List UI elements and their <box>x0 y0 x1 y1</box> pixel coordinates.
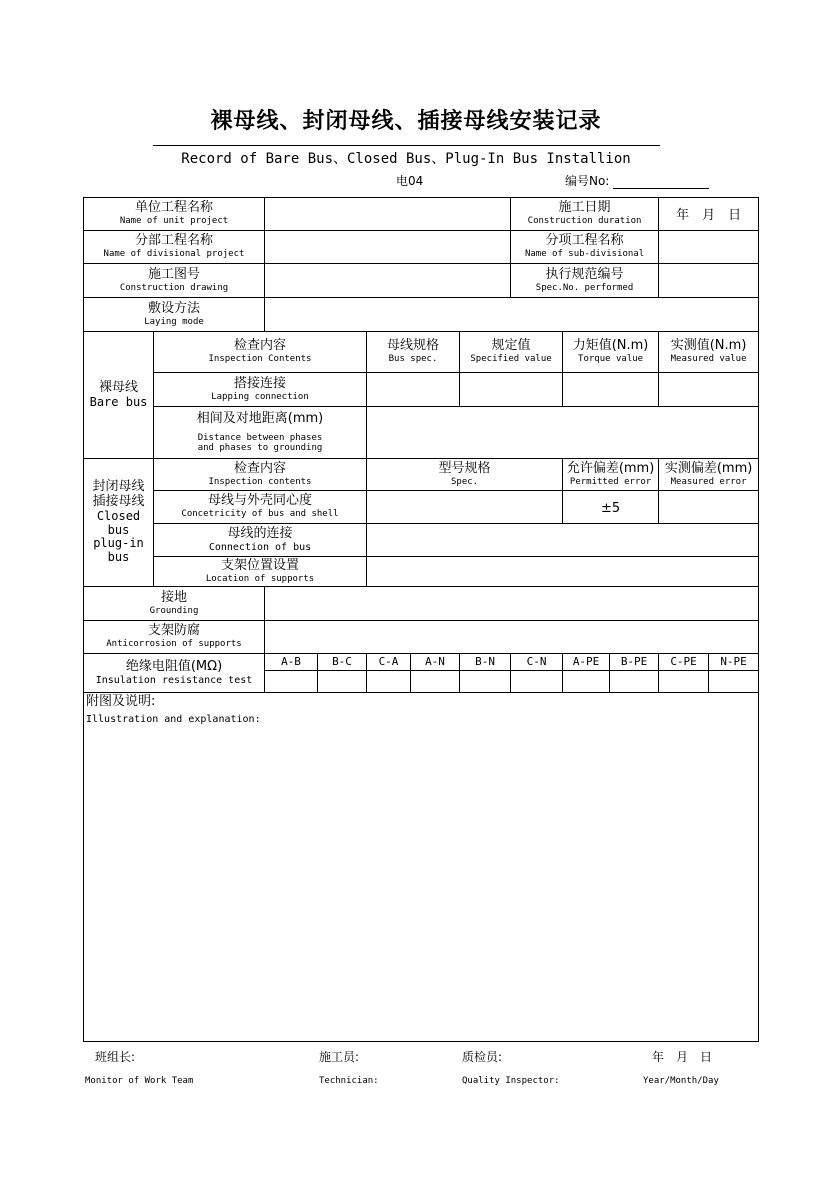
construction-duration-value[interactable] <box>659 198 759 231</box>
spec-no-cn: 执行规范编号 <box>545 266 624 282</box>
unit-project-label <box>84 198 265 231</box>
distance-value[interactable] <box>367 407 759 459</box>
monitor-label-en: Monitor of Work Team <box>85 1076 194 1086</box>
measured-error-header <box>659 459 759 491</box>
bus-spec-en: Bus spec. <box>388 354 438 365</box>
sub-divisional-value[interactable] <box>659 231 759 264</box>
lapping-torque-value[interactable] <box>563 373 659 407</box>
sub-divisional-label <box>511 231 659 264</box>
phase-header: N-PE <box>709 654 759 671</box>
bare-inspection-en: Inspection Contents <box>208 354 312 365</box>
location-of-supports-value[interactable] <box>367 557 759 587</box>
page-subtitle: Record of Bare Bus、Closed Bus、Plug-In Bus Installion <box>181 151 631 167</box>
measured-value-header <box>659 332 759 373</box>
insulation-value-bn[interactable] <box>460 671 511 693</box>
row-insulation-phases <box>84 654 759 671</box>
divisional-project-value[interactable] <box>265 231 511 264</box>
footer-date-en: Year/Month/Day <box>643 1076 719 1086</box>
insulation-value-ca[interactable] <box>367 671 411 693</box>
insulation-value-an[interactable] <box>411 671 460 693</box>
phase-header: B-C <box>318 654 367 671</box>
torque-value-cn: 力矩值(N.m) <box>572 338 649 354</box>
phase-header: B-N <box>460 654 511 671</box>
row-unit-project <box>84 198 759 231</box>
lapping-measured-value[interactable] <box>659 373 759 407</box>
construction-duration-label <box>511 198 659 231</box>
grounding-en: Grounding <box>149 605 199 616</box>
bare-bus-cn: 裸母线 <box>98 379 138 395</box>
page-title: 裸母线、封闭母线、插接母线安装记录 <box>210 109 602 134</box>
spec-no-en: Spec.No. performed <box>535 282 634 293</box>
lapping-bus-spec-value[interactable] <box>367 373 460 407</box>
measured-error-en: Measured error <box>670 476 747 487</box>
construction-duration-cn: 施工日期 <box>558 200 611 216</box>
closed-bus-en-1: Closed <box>96 508 141 523</box>
bare-inspection-cn: 检查内容 <box>233 338 286 354</box>
closed-spec-header <box>367 459 563 491</box>
supports-en: Location of supports <box>205 573 315 584</box>
divisional-project-cn: 分部工程名称 <box>134 233 213 249</box>
lapping-cn: 搭接连接 <box>233 375 286 391</box>
laying-mode-cn: 敷设方法 <box>147 300 200 316</box>
laying-mode-label <box>84 298 265 332</box>
distance-label <box>154 407 367 459</box>
measured-value-cn: 实测值(N.m) <box>670 338 747 354</box>
closed-bus-en-2: bus <box>107 522 130 537</box>
concentricity-cn: 母线与外壳同心度 <box>207 493 312 509</box>
permitted-value-text: ±5 <box>600 500 621 516</box>
closed-spec-cn: 型号规格 <box>438 460 491 476</box>
insulation-value-ab[interactable] <box>265 671 318 693</box>
concentricity-label <box>154 491 367 524</box>
bus-spec-header <box>367 332 460 373</box>
sub-divisional-cn: 分项工程名称 <box>545 233 624 249</box>
phase-header: A-PE <box>563 654 610 671</box>
illustration-cn: 附图及说明: <box>86 694 156 709</box>
phase-header: B-PE <box>610 654 659 671</box>
phase-header: C-PE <box>659 654 709 671</box>
date-placeholder: 年 月 日 <box>676 207 742 223</box>
phase-header: A-B <box>265 654 318 671</box>
measured-error-cn: 实测偏差(mm) <box>664 460 753 476</box>
title-underline <box>153 145 660 146</box>
grounding-label <box>84 587 265 621</box>
row-laying-mode <box>84 298 759 332</box>
insulation-value-npe[interactable] <box>709 671 759 693</box>
specified-value-cn: 规定值 <box>491 338 531 354</box>
phase-header: C-N <box>511 654 563 671</box>
row-anticorrosion <box>84 621 759 654</box>
insulation-en: Insulation resistance test <box>95 674 253 686</box>
number-label: 编号No: <box>565 174 610 188</box>
drawing-cn: 施工图号 <box>147 266 200 282</box>
spec-no-value[interactable] <box>659 264 759 298</box>
laying-mode-en: Laying mode <box>144 316 204 327</box>
row-connection-of-bus <box>84 524 759 557</box>
illustration-en: Illustration and explanation: <box>86 713 261 725</box>
row-illustration <box>84 693 759 1042</box>
anticorrosion-value[interactable] <box>265 621 759 654</box>
sub-divisional-en: Name of sub-divisional <box>524 249 645 260</box>
concentricity-spec-value[interactable] <box>367 491 563 524</box>
concentricity-permitted-value <box>563 491 659 524</box>
unit-project-cn: 单位工程名称 <box>134 200 213 216</box>
supports-cn: 支架位置设置 <box>220 557 299 573</box>
distance-en-line1: Distance between phases <box>197 432 323 443</box>
unit-project-en: Name of unit project <box>119 216 229 227</box>
divisional-project-label <box>84 231 265 264</box>
record-form-table <box>83 197 759 1042</box>
row-drawing <box>84 264 759 298</box>
bare-bus-group-label <box>84 332 154 459</box>
technician-label-en: Technician: <box>319 1076 379 1086</box>
closed-inspection-en: Inspection contents <box>208 476 312 487</box>
row-distance <box>84 407 759 459</box>
measured-value-en: Measured value <box>670 354 747 365</box>
drawing-en: Construction drawing <box>119 282 229 293</box>
construction-duration-en: Construction duration <box>527 216 642 227</box>
anticorrosion-en: Anticorrosion of supports <box>106 639 242 650</box>
anticorrosion-label <box>84 621 265 654</box>
plugin-bus-cn: 插接母线 <box>92 493 145 509</box>
number-field[interactable] <box>613 188 709 189</box>
row-location-of-supports <box>84 557 759 587</box>
specified-value-header <box>460 332 563 373</box>
footer-date-cn: 年 月 日 <box>652 1050 713 1064</box>
insulation-label <box>84 654 265 693</box>
form-code: 电04 <box>396 174 424 188</box>
permitted-error-en: Permitted error <box>569 476 652 487</box>
permitted-error-header <box>563 459 659 491</box>
bare-bus-en: Bare bus <box>89 394 148 409</box>
insulation-cn: 绝缘电阻值(MΩ) <box>125 658 223 674</box>
closed-inspection-header <box>154 459 367 491</box>
unit-project-value[interactable] <box>265 198 511 231</box>
torque-value-header <box>563 332 659 373</box>
lapping-connection-label <box>154 373 367 407</box>
insulation-value-cn[interactable] <box>511 671 563 693</box>
insulation-value-bpe[interactable] <box>610 671 659 693</box>
insulation-value-cpe[interactable] <box>659 671 709 693</box>
closed-bus-cn: 封闭母线 <box>92 478 145 494</box>
insulation-value-bc[interactable] <box>318 671 367 693</box>
monitor-label-cn: 班组长: <box>95 1050 136 1064</box>
spec-no-label <box>511 264 659 298</box>
concentricity-measured-value[interactable] <box>659 491 759 524</box>
distance-cn: 相间及对地距离(mm) <box>196 410 324 426</box>
inspector-label-en: Quality Inspector: <box>462 1076 560 1086</box>
technician-label-cn: 施工员: <box>319 1050 360 1064</box>
grounding-value[interactable] <box>265 587 759 621</box>
drawing-label <box>84 264 265 298</box>
connection-en: Connection of bus <box>208 541 312 553</box>
specified-value-en: Specified value <box>470 354 552 365</box>
insulation-value-ape[interactable] <box>563 671 610 693</box>
lapping-specified-value[interactable] <box>460 373 563 407</box>
closed-spec-en: Spec. <box>450 476 479 487</box>
closed-bus-en-4: bus <box>107 550 130 565</box>
phase-header: A-N <box>411 654 460 671</box>
closed-bus-group-label <box>84 459 154 587</box>
permitted-error-cn: 允许偏差(mm) <box>566 460 655 476</box>
connection-cn: 母线的连接 <box>227 525 293 541</box>
illustration-area[interactable] <box>84 693 759 1042</box>
row-divisional-project <box>84 231 759 264</box>
torque-value-en: Torque value <box>578 354 644 365</box>
row-bare-bus-header <box>84 332 759 373</box>
distance-en-line2: and phases to grounding <box>197 442 323 453</box>
laying-mode-value[interactable] <box>265 298 759 332</box>
bare-inspection-header <box>154 332 367 373</box>
location-of-supports-label <box>154 557 367 587</box>
row-grounding <box>84 587 759 621</box>
anticorrosion-cn: 支架防腐 <box>147 623 200 639</box>
closed-inspection-cn: 检查内容 <box>233 460 286 476</box>
row-closed-bus-header <box>84 459 759 491</box>
connection-of-bus-value[interactable] <box>367 524 759 557</box>
lapping-en: Lapping connection <box>211 391 309 402</box>
grounding-cn: 接地 <box>160 589 187 605</box>
inspector-label-cn: 质检员: <box>462 1050 503 1064</box>
bus-spec-cn: 母线规格 <box>386 338 439 354</box>
connection-of-bus-label <box>154 524 367 557</box>
closed-bus-en-3: plug-in <box>93 536 144 551</box>
drawing-value[interactable] <box>265 264 511 298</box>
phase-header: C-A <box>367 654 411 671</box>
concentricity-en: Concetricity of bus and shell <box>181 509 339 520</box>
row-concentricity <box>84 491 759 524</box>
row-lapping-connection <box>84 373 759 407</box>
divisional-project-en: Name of divisional project <box>103 249 245 260</box>
